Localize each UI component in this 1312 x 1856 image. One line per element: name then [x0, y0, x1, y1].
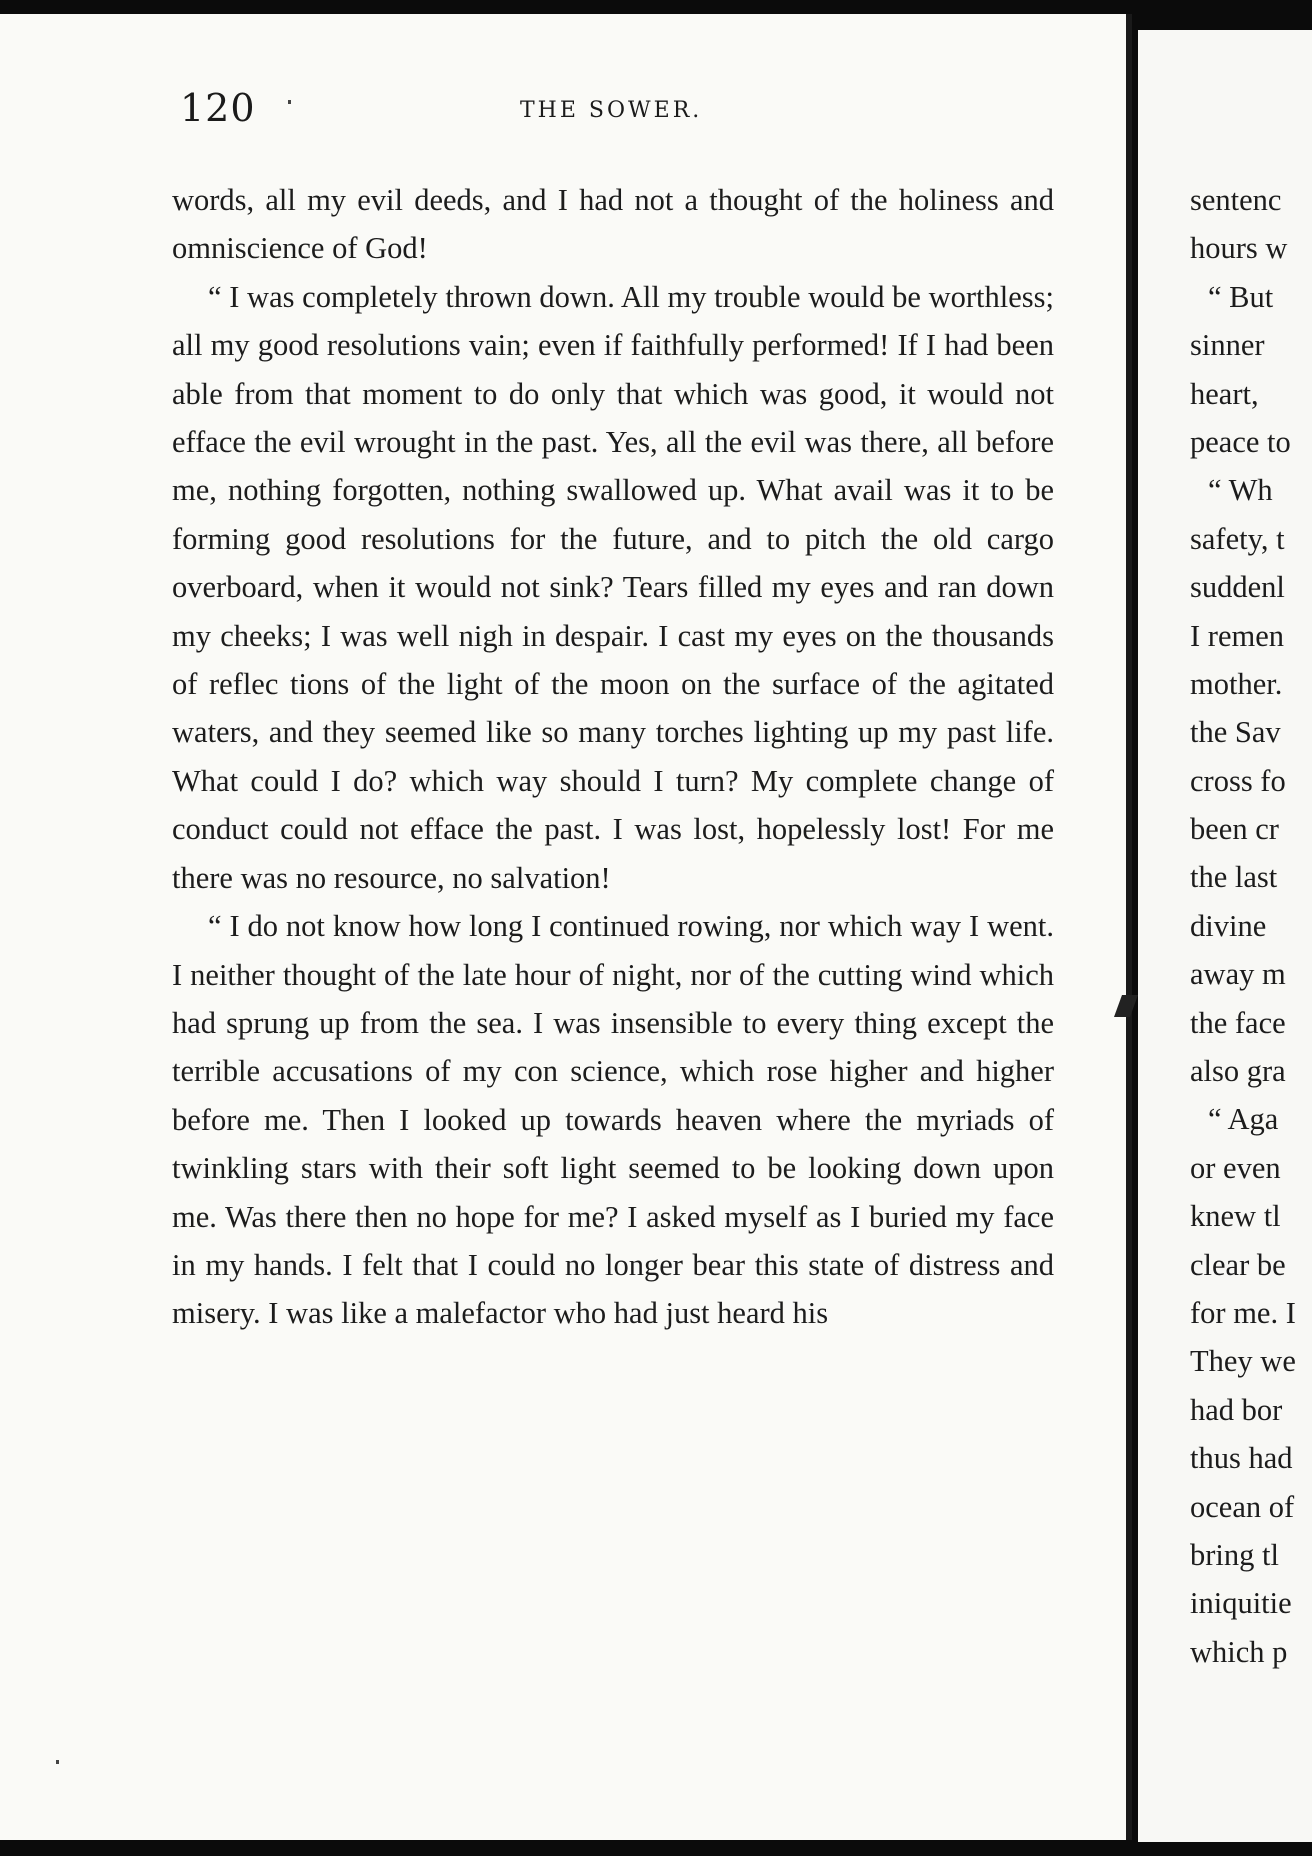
right-line: had bor [1190, 1392, 1283, 1427]
right-line: ocean of [1190, 1489, 1295, 1524]
right-line: sinner [1190, 328, 1265, 363]
paragraph: “ I do not know how long I continued rowing, nor which way I went. I neither thought of the late hour of night, nor of the cutting wind which had sprung up from the sea. I was insensible to every thing except the terrible accusations of my con science, which rose higher and higher before me. Then I looked up towards heaven where the myriads of twinkling stars with their soft light seemed to be looking down upon me. Was there then no hope for me? I asked myself as I buried my face in my hands. I felt that I could no longer bear this state of distress and misery. I was like a malefactor who had just heard his [172, 909, 1054, 1331]
right-line: hours w [1190, 231, 1288, 266]
right-line: “ Wh [1208, 473, 1273, 508]
paragraph: “ I was completely thrown down. All my trouble would be worthless; all my good resolutions vain; even if faithfully performed! If I had been able from that moment to do only that which was good, it would not efface the evil wrought in the past. Yes, all the evil was there, all before me, nothing forgotten, nothing swallowed up. What avail was it to be forming good resolutions for the future, and to pitch the old cargo overboard, when it would not sink? Tears filled my eyes and ran down my cheeks; I was well nigh in despair. I cast my eyes on the thousands of reflec tions of the light of the moon on the surface of the agitated waters, and they seemed like so many torches lighting up my past life. What could I do? which way should I turn? My complete change of conduct could not efface the past. I was lost, hopelessly lost! For me there was no resource, no salvation! [172, 279, 1054, 895]
right-line: sentenc [1190, 183, 1282, 217]
right-line: suddenl [1190, 570, 1285, 605]
right-line: or even [1190, 1150, 1281, 1185]
page-header [180, 86, 1060, 142]
right-line: safety, t [1190, 521, 1285, 556]
right-line: for me. I [1190, 1295, 1296, 1330]
right-line: the Sav [1190, 715, 1281, 750]
right-line: They we [1190, 1344, 1296, 1379]
right-line: divine [1190, 908, 1267, 943]
right-page-text [1190, 176, 1312, 1676]
running-title: THE SOWER. [520, 98, 703, 123]
right-line: mother. [1190, 666, 1283, 701]
right-line: “ But [1208, 279, 1274, 314]
right-line: I remen [1190, 618, 1284, 653]
right-line: away m [1190, 957, 1286, 992]
right-line: also gra [1190, 1054, 1286, 1089]
paragraph: words, all my evil deeds, and I had not a thought of the holiness and omniscience of God! [172, 183, 1054, 266]
page-number: 120 [180, 86, 256, 130]
right-line: cross fo [1190, 763, 1286, 798]
right-line: knew tl [1190, 1199, 1281, 1234]
right-line: which p [1190, 1634, 1288, 1669]
right-line: the last [1190, 860, 1278, 895]
right-line: “ Aga [1208, 1102, 1279, 1137]
right-line: the face [1190, 1005, 1286, 1040]
right-line: heart, [1190, 376, 1259, 411]
body-text [172, 176, 1054, 1338]
right-line: peace to [1190, 424, 1291, 459]
right-line: iniquitie [1190, 1586, 1292, 1621]
right-line: been cr [1190, 812, 1279, 847]
ink-speck [56, 1760, 59, 1764]
right-line: clear be [1190, 1247, 1286, 1282]
right-line: bring tl [1190, 1537, 1279, 1572]
right-line: thus had [1190, 1441, 1293, 1476]
